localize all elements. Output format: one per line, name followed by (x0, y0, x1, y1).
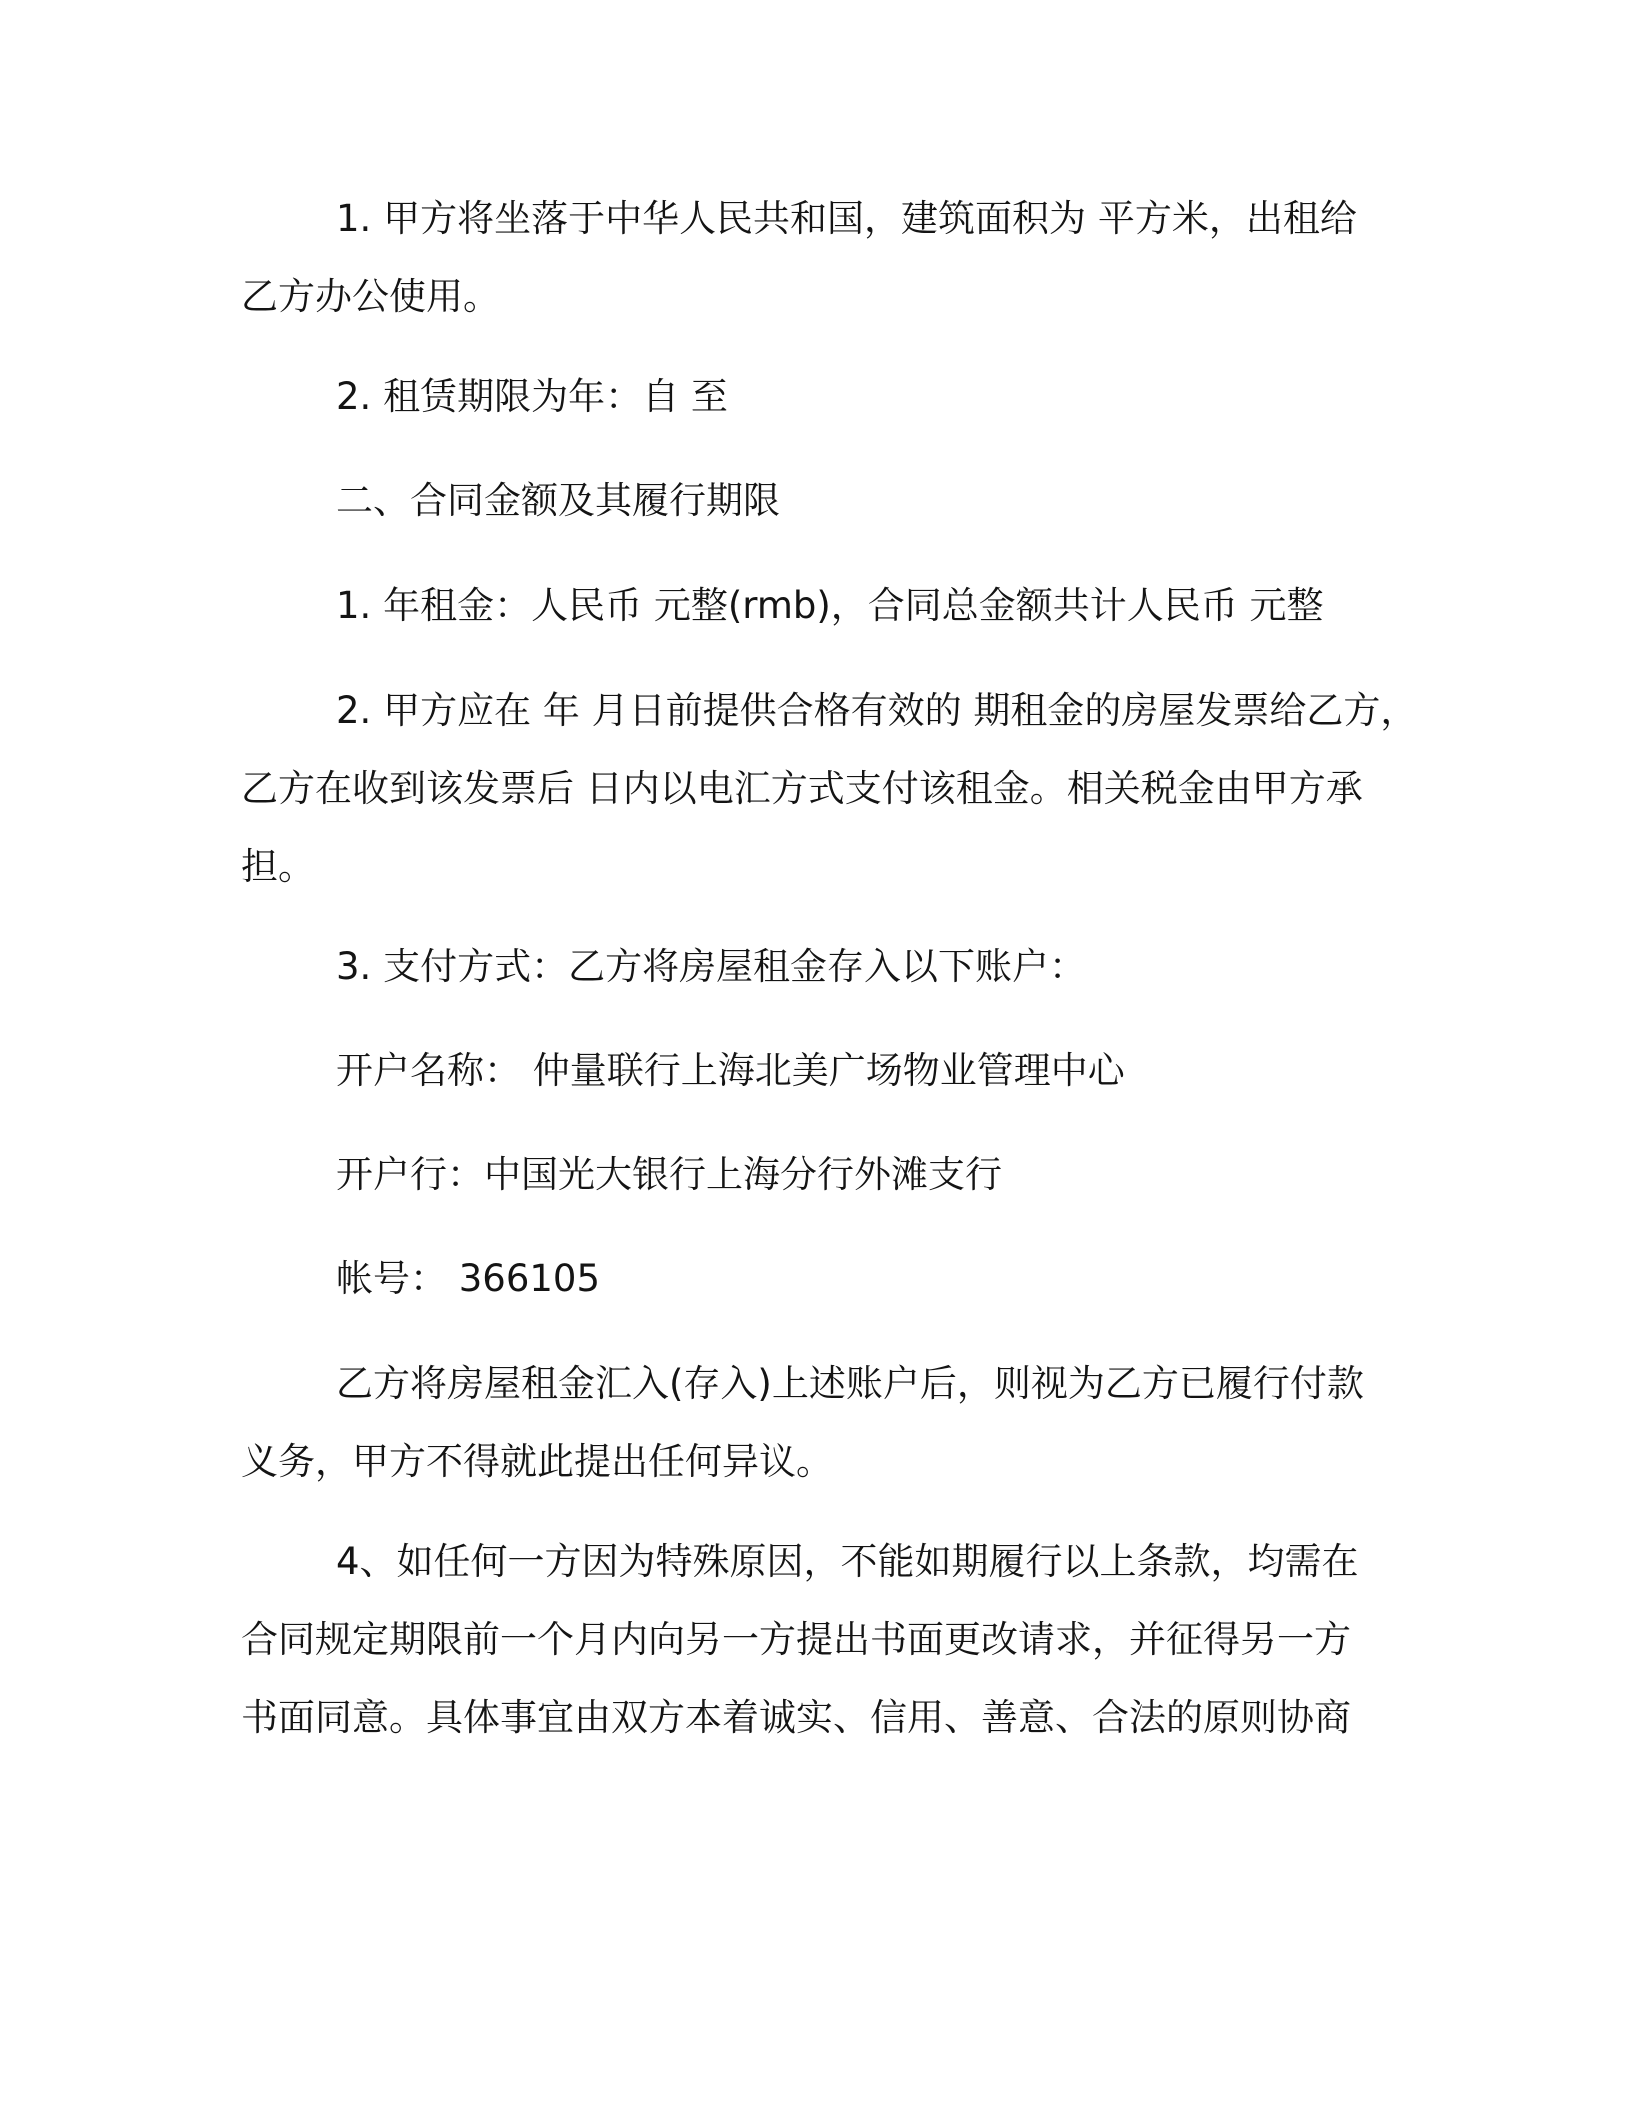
paragraph-line: 1. 甲方将坐落于中华人民共和国，建筑面积为 平方米，出租给 (336, 197, 1357, 240)
paragraph-line: 2. 甲方应在 年 月日前提供合格有效的 期租金的房屋发票给乙方， (336, 689, 1418, 732)
paragraph-line: 合同规定期限前一个月内向另一方提出书面更改请求，并征得另一方 (241, 1618, 1351, 1661)
paragraph-line: 1. 年租金：人民币 元整(rmb)，合同总金额共计人民币 元整 (336, 584, 1324, 627)
paragraph-line: 3. 支付方式：乙方将房屋租金存入以下账户： (336, 945, 1087, 988)
bank-line: 开户行：中国光大银行上海分行外滩支行 (336, 1153, 1002, 1196)
account-number-line: 帐号： 366105 (336, 1257, 601, 1300)
paragraph-line: 2. 租赁期限为年：自 至 (336, 375, 728, 418)
paragraph-line: 担。 (241, 845, 315, 888)
section-heading: 二、合同金额及其履行期限 (336, 479, 780, 522)
paragraph-line: 乙方将房屋租金汇入(存入)上述账户后，则视为乙方已履行付款 (336, 1362, 1364, 1405)
account-name-line: 开户名称： 仲量联行上海北美广场物业管理中心 (336, 1049, 1125, 1092)
paragraph-line: 义务，甲方不得就此提出任何异议。 (241, 1440, 833, 1483)
paragraph-line: 乙方办公使用。 (241, 275, 500, 318)
paragraph-line: 书面同意。具体事宜由双方本着诚实、信用、善意、合法的原则协商 (241, 1696, 1351, 1739)
paragraph-line: 4、如任何一方因为特殊原因，不能如期履行以上条款，均需在 (336, 1540, 1359, 1583)
paragraph-line: 乙方在收到该发票后 日内以电汇方式支付该租金。相关税金由甲方承 (241, 767, 1363, 810)
